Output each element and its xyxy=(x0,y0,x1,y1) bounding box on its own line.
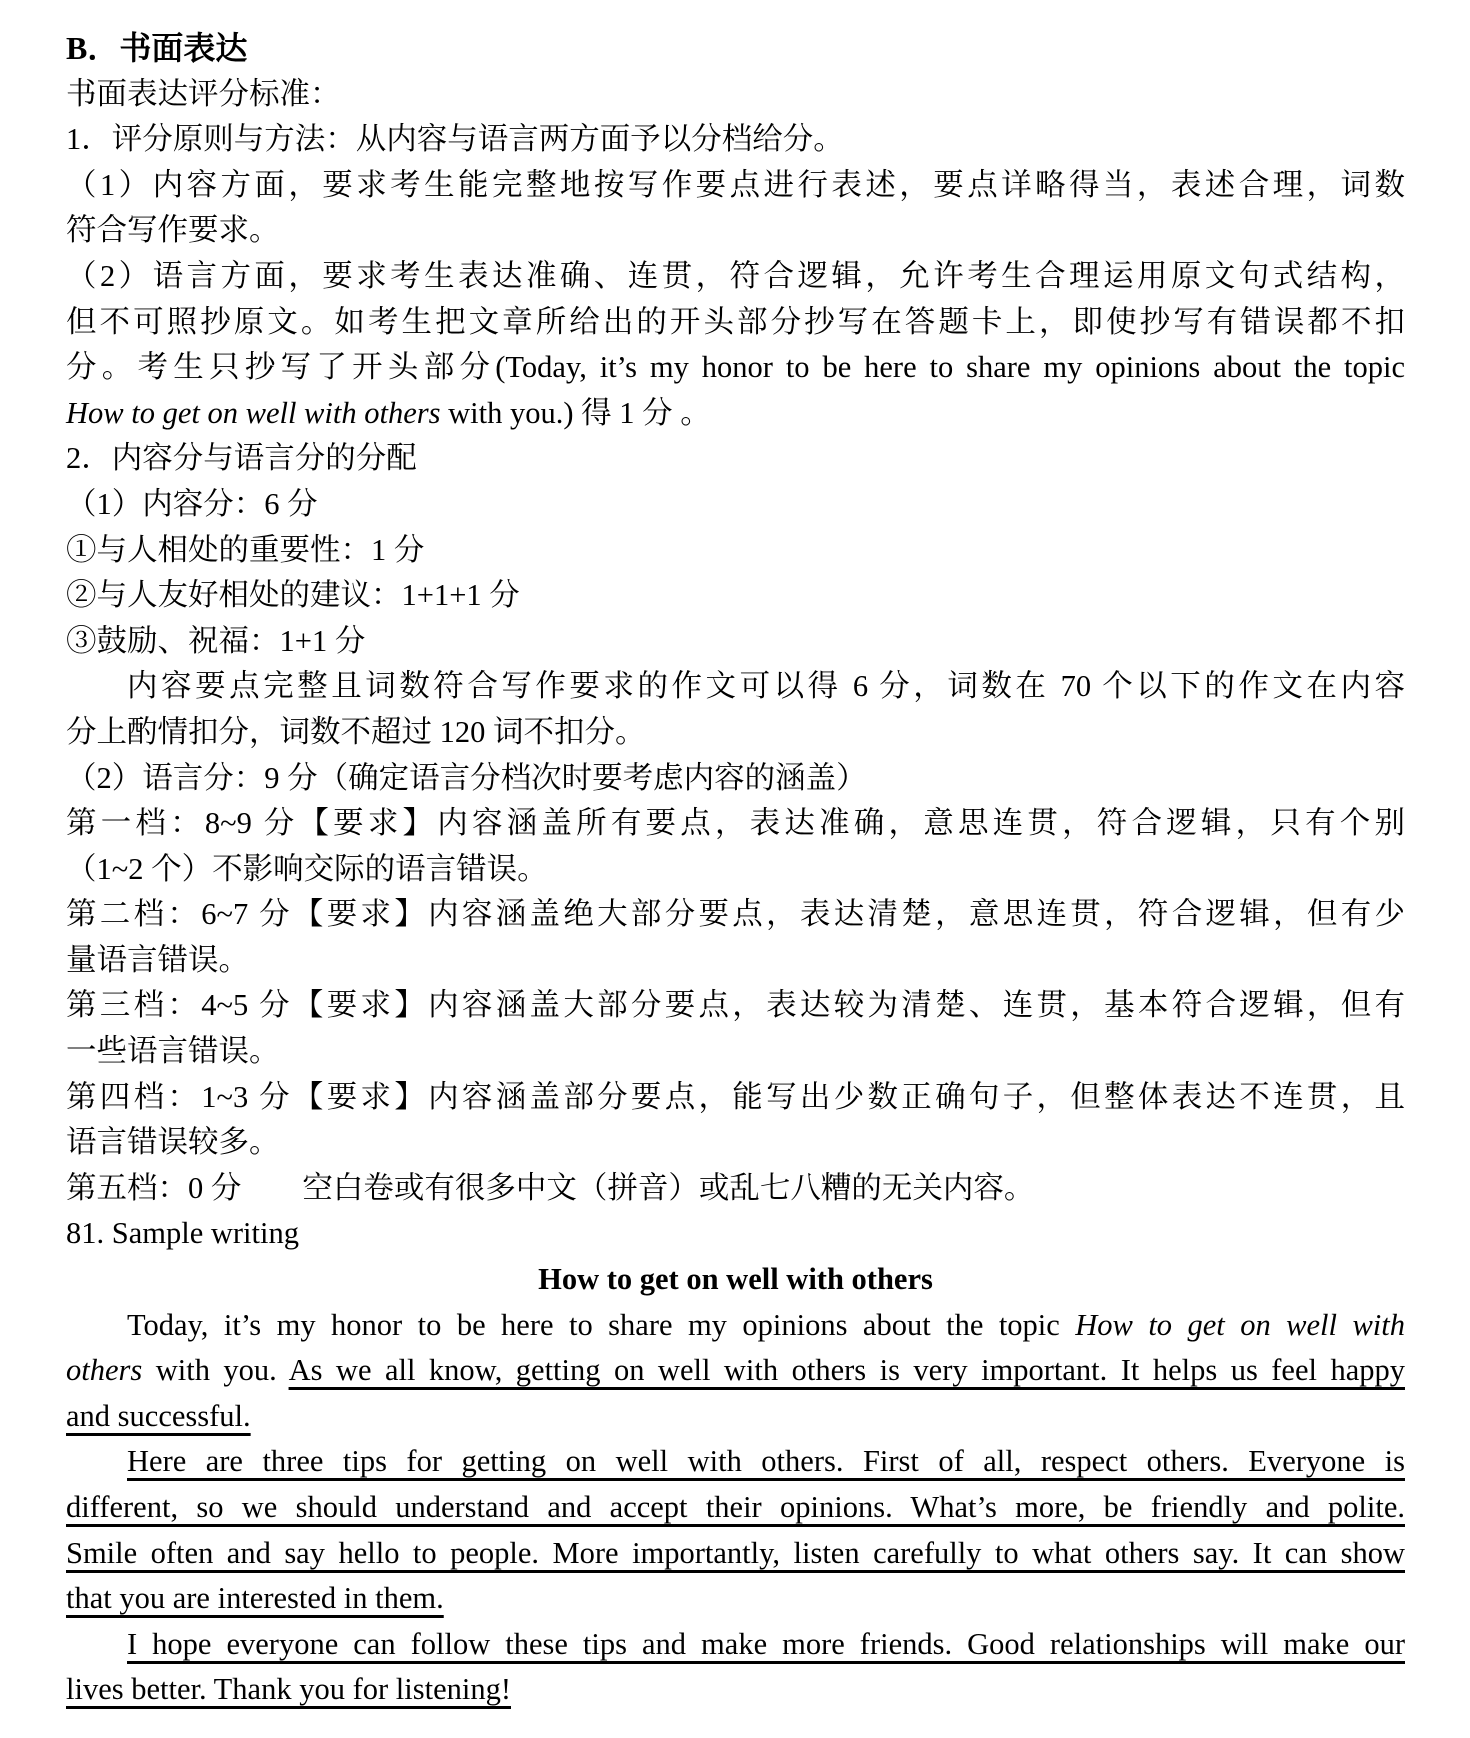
text-segment: 一些语言错误。 xyxy=(66,1034,280,1069)
text-line xyxy=(66,345,1405,391)
text-segment: 分。考生只抄写了开头部分(Today, it’s my honor to be here to share my opinions about the topic xyxy=(66,350,1405,385)
text-segment: 第五档：0 分 空白卷或有很多中文（拼音）或乱七八糟的无关内容。 xyxy=(66,1170,1035,1205)
text-line xyxy=(66,1120,1405,1166)
text-line xyxy=(66,208,1405,254)
text-line xyxy=(66,1303,1405,1349)
text-segment: with you.) 得 1 分 。 xyxy=(440,395,711,430)
text-line xyxy=(66,300,1405,346)
text-line xyxy=(66,1576,1405,1622)
text-line xyxy=(66,1394,1405,1440)
text-segment: 第一档：8~9 分【要求】内容涵盖所有要点，表达准确，意思连贯，符合逻辑，只有个别 xyxy=(66,806,1405,841)
text-line xyxy=(66,1348,1405,1394)
text-segment: （1~2 个）不影响交际的语言错误。 xyxy=(66,851,548,886)
text-line xyxy=(66,938,1405,984)
text-segment: （1）内容方面，要求考生能完整地按写作要点进行表述，要点详略得当，表述合理，词数 xyxy=(66,167,1405,202)
text-segment: others xyxy=(66,1353,143,1388)
criteria-heading xyxy=(66,72,1405,118)
text-line xyxy=(66,983,1405,1029)
text-segment: different, so we should understand and accept their opinions. What’s more, be friendly and polite. xyxy=(66,1490,1405,1524)
section-heading xyxy=(66,26,1405,72)
text-segment: I hope everyone can follow these tips and make more friends. Good relationships will make our xyxy=(127,1626,1405,1661)
text-segment: Here are three tips for getting on well with others. First of all, respect others. Everyone is xyxy=(127,1444,1405,1479)
text-line xyxy=(66,1075,1405,1121)
text-segment: 第四档：1~3 分【要求】内容涵盖部分要点，能写出少数正确句子，但整体表达不连贯，且 xyxy=(66,1079,1405,1114)
text-line xyxy=(66,1166,1405,1212)
text-segment: How to get on well with xyxy=(1075,1307,1405,1342)
text-line xyxy=(66,391,1405,437)
text-line xyxy=(66,892,1405,938)
text-segment: （2）语言分：9 分（确定语言分档次时要考虑内容的涵盖） xyxy=(66,760,867,795)
text-segment: and successful. xyxy=(66,1398,251,1433)
text-line xyxy=(66,528,1405,574)
text-segment: 分上酌情扣分，词数不超过 120 词不扣分。 xyxy=(66,714,646,749)
text-segment: ①与人相处的重要性：1 分 xyxy=(66,532,425,567)
text-line xyxy=(66,1531,1405,1577)
sample-writing-label xyxy=(66,1211,1405,1257)
text-segment: 但不可照抄原文。如考生把文章所给出的开头部分抄写在答题卡上，即使抄写有错误都不扣 xyxy=(66,304,1405,339)
text-line xyxy=(66,573,1405,619)
text-segment: 内容要点完整且词数符合写作要求的作文可以得 6 分，词数在 70 个以下的作文在内容 xyxy=(127,669,1405,704)
text-line xyxy=(66,163,1405,209)
text-line xyxy=(66,436,1405,482)
text-segment: B．书面表达 xyxy=(66,30,248,66)
text-segment: 1．评分原则与方法：从内容与语言两方面予以分档给分。 xyxy=(66,122,844,157)
text-segment: 第二档：6~7 分【要求】内容涵盖绝大部分要点，表达清楚，意思连贯，符合逻辑，但有少 xyxy=(66,897,1405,932)
text-segment: 符合写作要求。 xyxy=(66,213,280,248)
text-segment: 书面表达评分标准： xyxy=(66,76,341,111)
text-line xyxy=(66,710,1405,756)
text-segment: lives better. Thank you for listening! xyxy=(66,1672,511,1707)
text-segment: 第三档：4~5 分【要求】内容涵盖大部分要点，表达较为清楚、连贯，基本符合逻辑，但有 xyxy=(66,988,1405,1023)
text-line xyxy=(66,1029,1405,1075)
text-line xyxy=(66,1622,1405,1668)
text-segment: How to get on well with others xyxy=(538,1262,933,1297)
text-segment: Smile often and say hello to people. More importantly, listen carefully to what others say. It can show xyxy=(66,1535,1405,1570)
text-segment: that you are interested in them. xyxy=(66,1581,444,1616)
text-line xyxy=(66,117,1405,163)
document-body xyxy=(66,26,1405,1713)
text-segment: with you. xyxy=(142,1353,289,1388)
text-segment: 量语言错误。 xyxy=(66,942,249,977)
text-line xyxy=(66,801,1405,847)
text-segment: （1）内容分：6 分 xyxy=(66,486,318,521)
text-line xyxy=(66,254,1405,300)
text-line xyxy=(66,1667,1405,1713)
text-segment: How to get on well with others xyxy=(66,395,441,430)
text-line xyxy=(66,847,1405,893)
text-segment: 语言错误较多。 xyxy=(66,1125,280,1160)
text-segment: 2．内容分与语言分的分配 xyxy=(66,441,417,476)
text-segment: As we all know, getting on well with others is very important. It helps us feel happy xyxy=(288,1353,1405,1388)
text-segment: （2）语言方面，要求考生表达准确、连贯，符合逻辑，允许考生合理运用原文句式结构， xyxy=(66,258,1405,293)
text-segment: ③鼓励、祝福：1+1 分 xyxy=(66,623,366,658)
essay-title xyxy=(66,1257,1405,1303)
text-segment: 81. Sample writing xyxy=(66,1216,299,1251)
text-segment: ②与人友好相处的建议：1+1+1 分 xyxy=(66,578,520,613)
text-line xyxy=(66,1485,1405,1531)
text-line xyxy=(66,664,1405,710)
text-line xyxy=(66,756,1405,802)
text-line xyxy=(66,619,1405,665)
text-segment: Today, it’s my honor to be here to share my opinions about the topic xyxy=(127,1307,1076,1342)
text-line xyxy=(66,1439,1405,1485)
text-line xyxy=(66,482,1405,528)
